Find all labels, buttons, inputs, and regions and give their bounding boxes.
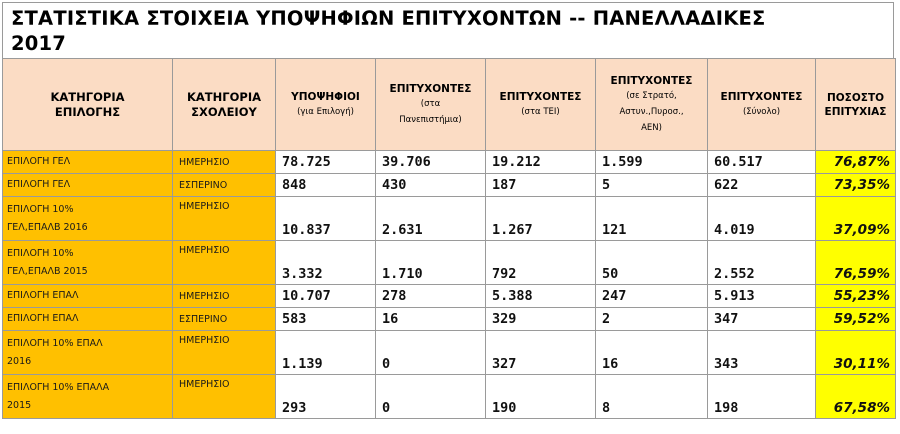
university-cell: 16 (376, 308, 486, 331)
table-row (3, 241, 896, 285)
tei-cell: 19.212 (486, 151, 596, 174)
school-cell: ΗΜΕΡΗΣΙΟ (173, 151, 276, 174)
school-cell: ΕΣΠΕΡΙΝΟ (173, 308, 276, 331)
candidates-cell: 10.707 (276, 285, 376, 308)
military-cell: 8 (596, 375, 708, 419)
table-row (3, 197, 896, 241)
school-cell: ΗΜΕΡΗΣΙΟ (173, 241, 276, 285)
header-category: ΚΑΤΗΓΟΡΙΑ ΕΠΙΛΟΓΗΣ (3, 59, 173, 151)
table-row (3, 331, 896, 375)
rate-cell: 73,35% (816, 174, 896, 197)
school-cell: ΗΜΕΡΗΣΙΟ (173, 331, 276, 375)
total-cell: 5.913 (708, 285, 816, 308)
rate-cell: 76,87% (816, 151, 896, 174)
school-cell: ΗΜΕΡΗΣΙΟ (173, 285, 276, 308)
military-cell: 121 (596, 197, 708, 241)
military-cell: 5 (596, 174, 708, 197)
title-line-1: ΣΤΑΤΙΣΤΙΚΑ ΣΤΟΙΧΕΙΑ ΥΠΟΨΗΦΙΩΝ ΕΠΙΤΥΧΟΝΤΩΝ -- ΠΑΝΕΛΛΑΔΙΚΕΣ (11, 7, 766, 30)
candidates-cell: 1.139 (276, 331, 376, 375)
header-candidates: ΥΠΟΨΗΦΙΟΙ (για Επιλογή) (276, 59, 376, 151)
header-successful-university: ΕΠΙΤΥΧΟΝΤΕΣ (στα Πανεπιστήμια) (376, 59, 486, 151)
header-successful-tei: ΕΠΙΤΥΧΟΝΤΕΣ (στα ΤΕΙ) (486, 59, 596, 151)
category-cell: ΕΠΙΛΟΓΗ ΓΕΛ (3, 151, 173, 174)
candidates-cell: 3.332 (276, 241, 376, 285)
category-cell: ΕΠΙΛΟΓΗ 10% ΕΠΑΛ 2016 (3, 331, 173, 375)
statistics-table (2, 58, 896, 419)
candidates-cell: 293 (276, 375, 376, 419)
military-cell: 1.599 (596, 151, 708, 174)
tei-cell: 792 (486, 241, 596, 285)
tei-cell: 327 (486, 331, 596, 375)
total-cell: 60.517 (708, 151, 816, 174)
total-cell: 4.019 (708, 197, 816, 241)
university-cell: 0 (376, 331, 486, 375)
school-cell: ΕΣΠΕΡΙΝΟ (173, 174, 276, 197)
category-cell: ΕΠΙΛΟΓΗ 10% ΓΕΛ,ΕΠΑΛΒ 2015 (3, 241, 173, 285)
candidates-cell: 848 (276, 174, 376, 197)
category-cell: ΕΠΙΛΟΓΗ 10% ΕΠΑΛΑ 2015 (3, 375, 173, 419)
category-cell: ΕΠΙΛΟΓΗ ΕΠΑΛ (3, 285, 173, 308)
rate-cell: 30,11% (816, 331, 896, 375)
school-cell: ΗΜΕΡΗΣΙΟ (173, 375, 276, 419)
tei-cell: 5.388 (486, 285, 596, 308)
total-cell: 347 (708, 308, 816, 331)
tei-cell: 190 (486, 375, 596, 419)
tei-cell: 187 (486, 174, 596, 197)
university-cell: 39.706 (376, 151, 486, 174)
candidates-cell: 10.837 (276, 197, 376, 241)
school-cell: ΗΜΕΡΗΣΙΟ (173, 197, 276, 241)
header-success-rate: ΠΟΣΟΣΤΟ ΕΠΙΤΥΧΙΑΣ (816, 59, 896, 151)
page-title (11, 6, 885, 56)
rate-cell: 59,52% (816, 308, 896, 331)
table-row (3, 285, 896, 308)
tei-cell: 329 (486, 308, 596, 331)
university-cell: 278 (376, 285, 486, 308)
candidates-cell: 78.725 (276, 151, 376, 174)
university-cell: 2.631 (376, 197, 486, 241)
military-cell: 247 (596, 285, 708, 308)
header-successful-military: ΕΠΙΤΥΧΟΝΤΕΣ (σε Στρατό, Αστυν.,Πυροσ., ΑΕΝ) (596, 59, 708, 151)
tei-cell: 1.267 (486, 197, 596, 241)
candidates-cell: 583 (276, 308, 376, 331)
title-line-2: 2017 (11, 32, 67, 55)
table-row (3, 174, 896, 197)
total-cell: 2.552 (708, 241, 816, 285)
header-row (3, 59, 896, 151)
header-successful-total: ΕΠΙΤΥΧΟΝΤΕΣ (Σύνολο) (708, 59, 816, 151)
rate-cell: 55,23% (816, 285, 896, 308)
category-cell: ΕΠΙΛΟΓΗ ΕΠΑΛ (3, 308, 173, 331)
university-cell: 1.710 (376, 241, 486, 285)
title-box (2, 2, 894, 58)
category-cell: ΕΠΙΛΟΓΗ 10% ΓΕΛ,ΕΠΑΛΒ 2016 (3, 197, 173, 241)
university-cell: 430 (376, 174, 486, 197)
header-school: ΚΑΤΗΓΟΡΙΑ ΣΧΟΛΕΙΟΥ (173, 59, 276, 151)
military-cell: 2 (596, 308, 708, 331)
rate-cell: 76,59% (816, 241, 896, 285)
military-cell: 50 (596, 241, 708, 285)
table-row (3, 375, 896, 419)
table-row (3, 308, 896, 331)
total-cell: 343 (708, 331, 816, 375)
rate-cell: 37,09% (816, 197, 896, 241)
university-cell: 0 (376, 375, 486, 419)
total-cell: 622 (708, 174, 816, 197)
category-cell: ΕΠΙΛΟΓΗ ΓΕΛ (3, 174, 173, 197)
military-cell: 16 (596, 331, 708, 375)
rate-cell: 67,58% (816, 375, 896, 419)
total-cell: 198 (708, 375, 816, 419)
table-row (3, 151, 896, 174)
